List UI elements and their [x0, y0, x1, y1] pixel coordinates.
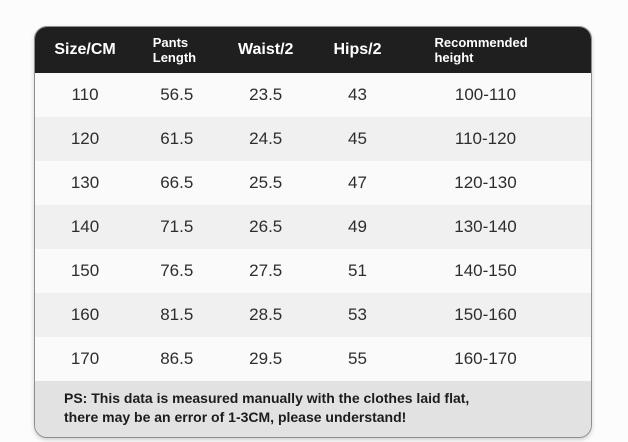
cell-recommended-height: 100-110 [402, 73, 591, 117]
table-row [35, 117, 591, 161]
cell-size: 130 [35, 161, 135, 205]
table-row [35, 293, 591, 337]
measurement-disclaimer-line1: PS: This data is measured manually with the clothes laid flat, [64, 390, 470, 406]
size-chart-header [35, 27, 591, 73]
cell-pants-length: 66.5 [135, 161, 218, 205]
cell-recommended-height: 160-170 [402, 337, 591, 381]
cell-recommended-height: 110-120 [402, 117, 591, 161]
column-header-recommended-height-label: Recommended height [434, 34, 528, 65]
table-row [35, 161, 591, 205]
measurement-disclaimer-line2: there may be an error of 1-3CM, please understand! [64, 408, 407, 425]
size-chart-table [35, 27, 591, 437]
table-row [35, 337, 591, 381]
cell-pants-length: 86.5 [135, 337, 218, 381]
cell-waist: 26.5 [218, 205, 313, 249]
cell-waist: 28.5 [218, 293, 313, 337]
column-header-hips-label: Hips/2 [333, 40, 382, 58]
footnote-row [35, 381, 591, 437]
size-chart-panel [34, 26, 592, 438]
cell-size: 150 [35, 249, 135, 293]
cell-size: 120 [35, 117, 135, 161]
cell-waist: 27.5 [218, 249, 313, 293]
cell-hips: 43 [313, 73, 402, 117]
column-header-hips [313, 27, 402, 73]
measurement-disclaimer [35, 381, 591, 437]
cell-size: 140 [35, 205, 135, 249]
cell-size: 160 [35, 293, 135, 337]
cell-pants-length: 76.5 [135, 249, 218, 293]
cell-waist: 23.5 [218, 73, 313, 117]
cell-recommended-height: 140-150 [402, 249, 591, 293]
cell-hips: 47 [313, 161, 402, 205]
cell-waist: 29.5 [218, 337, 313, 381]
header-row [35, 27, 591, 73]
cell-recommended-height: 130-140 [402, 205, 591, 249]
table-row [35, 73, 591, 117]
cell-hips: 45 [313, 117, 402, 161]
size-chart-body [35, 73, 591, 381]
size-chart-footer [35, 381, 591, 437]
column-header-waist [218, 27, 313, 73]
cell-pants-length: 71.5 [135, 205, 218, 249]
column-header-pants-length [135, 27, 218, 73]
table-row [35, 205, 591, 249]
table-row [35, 249, 591, 293]
cell-pants-length: 61.5 [135, 117, 218, 161]
cell-hips: 55 [313, 337, 402, 381]
cell-size: 110 [35, 73, 135, 117]
column-header-size-label: Size/CM [54, 40, 116, 58]
column-header-pants-length-label: Pants Length [152, 34, 197, 65]
cell-size: 170 [35, 337, 135, 381]
cell-recommended-height: 150-160 [402, 293, 591, 337]
cell-hips: 51 [313, 249, 402, 293]
column-header-size [35, 27, 135, 73]
cell-pants-length: 56.5 [135, 73, 218, 117]
cell-hips: 49 [313, 205, 402, 249]
cell-waist: 24.5 [218, 117, 313, 161]
cell-hips: 53 [313, 293, 402, 337]
column-header-waist-label: Waist/2 [238, 40, 294, 58]
cell-waist: 25.5 [218, 161, 313, 205]
column-header-recommended-height [402, 27, 591, 73]
cell-pants-length: 81.5 [135, 293, 218, 337]
cell-recommended-height: 120-130 [402, 161, 591, 205]
